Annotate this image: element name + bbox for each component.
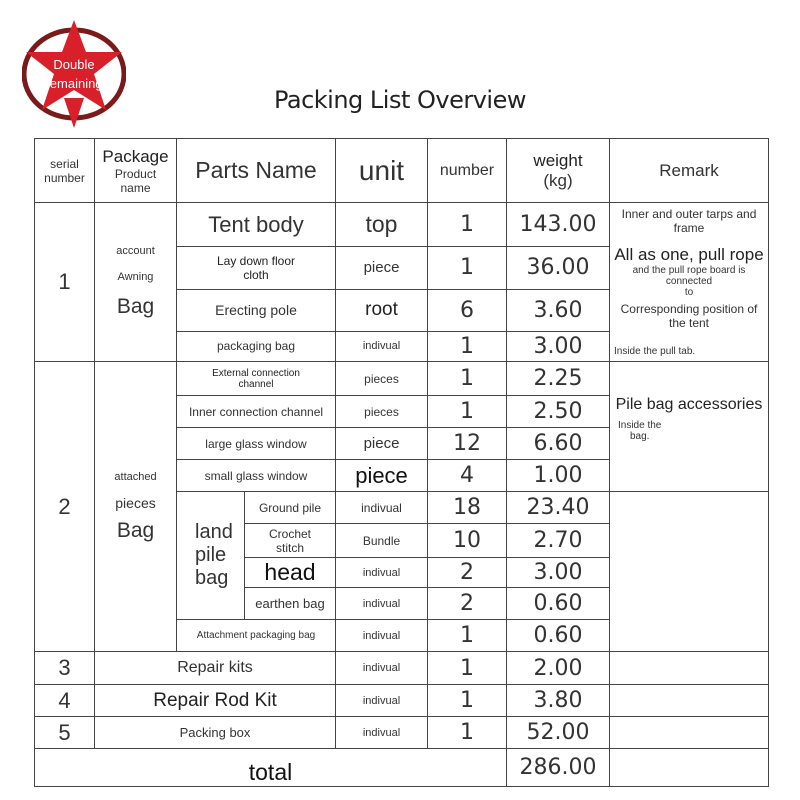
unit-cell: indivual: [336, 492, 428, 524]
number-cell: 1: [428, 685, 507, 717]
unit-cell: piece: [336, 460, 428, 492]
header-package-line3: name: [120, 180, 151, 195]
table-row: [35, 685, 769, 717]
land-label-line3: bag: [195, 567, 229, 589]
number-cell: 12: [428, 428, 507, 460]
number-cell: 1: [428, 362, 507, 396]
group2-serial: 2: [35, 362, 95, 652]
header-remark: Remark: [610, 139, 769, 203]
header-package: [95, 139, 177, 203]
remark-cell: [610, 652, 769, 685]
weight-cell: 52.00: [507, 717, 610, 749]
header-unit: unit: [336, 139, 428, 203]
header-package-line1: Package: [102, 146, 169, 166]
unit-cell: piece: [336, 247, 428, 289]
weight-cell: 1.00: [507, 460, 610, 492]
group2-remark-line2: Inside the: [618, 420, 662, 431]
weight-cell: 143.00: [507, 203, 610, 247]
header-serial-line2: number: [44, 170, 85, 185]
table-row: [35, 362, 769, 396]
unit-cell: indivual: [336, 331, 428, 361]
group1-package-line1: account: [116, 245, 155, 257]
serial-cell: 5: [35, 717, 95, 749]
weight-cell: 3.60: [507, 289, 610, 331]
weight-cell: 2.70: [507, 524, 610, 558]
unit-cell: indivual: [336, 685, 428, 717]
badge-line-1: Double: [53, 57, 95, 72]
part-name: Tent body: [177, 203, 336, 247]
part-name-line2: stitch: [275, 540, 304, 555]
header-parts-name: Parts Name: [177, 139, 336, 203]
part-name: Repair Rod Kit: [95, 685, 336, 717]
weight-cell: 23.40: [507, 492, 610, 524]
number-cell: 6: [428, 289, 507, 331]
page-title: Packing List Overview: [273, 86, 526, 114]
group2-package-line3: Bag: [116, 518, 155, 542]
part-name-line1: Lay down floor: [216, 253, 296, 268]
group1-remark-line2: All as one, pull rope: [614, 245, 764, 264]
serial-cell: 4: [35, 685, 95, 717]
group1-remark-line4: to: [684, 287, 694, 298]
number-cell: 1: [428, 396, 507, 428]
weight-cell: 3.00: [507, 331, 610, 361]
group1-package-line3: Bag: [116, 295, 155, 318]
number-cell: 2: [428, 588, 507, 620]
part-name: Inner connection channel: [177, 396, 336, 428]
group1-remark-line1: Inner and outer tarps and frame: [621, 207, 757, 235]
unit-cell: indivual: [336, 588, 428, 620]
group2-remark-empty: [610, 492, 769, 652]
header-serial: [35, 139, 95, 203]
part-name: large glass window: [177, 428, 336, 460]
number-cell: 1: [428, 331, 507, 361]
group1-remark-line3: and the pull rope board is connected: [632, 265, 746, 287]
weight-cell: 36.00: [507, 247, 610, 289]
table-row: [35, 717, 769, 749]
group2-package-line2: pieces: [115, 494, 156, 511]
part-name: Attachment packaging bag: [177, 620, 336, 652]
unit-cell: pieces: [336, 362, 428, 396]
header-number: number: [428, 139, 507, 203]
number-cell: 1: [428, 620, 507, 652]
unit-cell: indivual: [336, 717, 428, 749]
group2-remark-line1: Pile bag accessories: [615, 396, 763, 413]
unit-cell: indivual: [336, 652, 428, 685]
group1-package: [95, 203, 177, 362]
weight-cell: 6.60: [507, 428, 610, 460]
group2-remark-line3: bag.: [630, 431, 650, 442]
group2-remark: [610, 362, 769, 492]
part-name: Repair kits: [95, 652, 336, 685]
weight-cell: 2.50: [507, 396, 610, 428]
group2-package-line1: attached: [114, 470, 157, 483]
serial-cell: 3: [35, 652, 95, 685]
part-name-line2: channel: [238, 378, 274, 390]
part-name: Packing box: [95, 717, 336, 749]
total-label: total: [35, 749, 507, 787]
total-row: [35, 749, 769, 787]
weight-cell: 2.25: [507, 362, 610, 396]
group1-remark-line6: Inside the pull tab.: [614, 346, 696, 357]
header-package-line2: Product: [114, 166, 157, 181]
unit-cell: indivual: [336, 558, 428, 588]
weight-cell: 0.60: [507, 588, 610, 620]
unit-cell: root: [336, 289, 428, 331]
land-label-line1: land: [195, 521, 233, 543]
number-cell: 10: [428, 524, 507, 558]
number-cell: 1: [428, 203, 507, 247]
number-cell: 1: [428, 247, 507, 289]
number-cell: 18: [428, 492, 507, 524]
badge-line-2: remaining: [45, 76, 103, 91]
table-row: [35, 652, 769, 685]
part-name: Erecting pole: [177, 289, 336, 331]
table-row: [35, 203, 769, 247]
part-name: [245, 524, 336, 558]
part-name: small glass window: [177, 460, 336, 492]
total-weight: 286.00: [507, 749, 610, 787]
unit-cell: Bundle: [336, 524, 428, 558]
unit-cell: pieces: [336, 396, 428, 428]
number-cell: 2: [428, 558, 507, 588]
part-name: head: [245, 558, 336, 588]
header-weight-line1: weight: [533, 150, 583, 170]
number-cell: 1: [428, 717, 507, 749]
group2-package: [95, 362, 177, 652]
group1-remark: [610, 203, 769, 362]
part-name-line2: cloth: [243, 267, 269, 282]
group1-package-line2: Awning: [117, 271, 154, 283]
weight-cell: 0.60: [507, 620, 610, 652]
number-cell: 1: [428, 652, 507, 685]
part-name-line1: Crochet: [268, 526, 312, 541]
header-row: [35, 139, 769, 203]
header-weight-line2: (kg): [543, 170, 573, 190]
total-remark: [610, 749, 769, 787]
unit-cell: top: [336, 203, 428, 247]
weight-cell: 3.00: [507, 558, 610, 588]
group1-serial: 1: [35, 203, 95, 362]
unit-cell: piece: [336, 428, 428, 460]
part-name: earthen bag: [245, 588, 336, 620]
unit-cell: indivual: [336, 620, 428, 652]
weight-cell: 3.80: [507, 685, 610, 717]
part-name: Ground pile: [245, 492, 336, 524]
weight-cell: 2.00: [507, 652, 610, 685]
packing-list-table: [34, 138, 769, 787]
remark-cell: [610, 717, 769, 749]
header-serial-line1: serial: [50, 156, 79, 171]
part-name: [177, 362, 336, 396]
badge-text: [22, 55, 126, 93]
group1-remark-line5: Corresponding position of the tent: [620, 302, 758, 330]
part-name: [177, 247, 336, 289]
land-pile-bag-label: [177, 492, 245, 620]
remark-cell: [610, 685, 769, 717]
header-weight: [507, 139, 610, 203]
part-name-line1: External connection: [212, 367, 300, 379]
number-cell: 4: [428, 460, 507, 492]
land-label-line2: pile: [195, 544, 227, 566]
part-name: packaging bag: [177, 331, 336, 361]
